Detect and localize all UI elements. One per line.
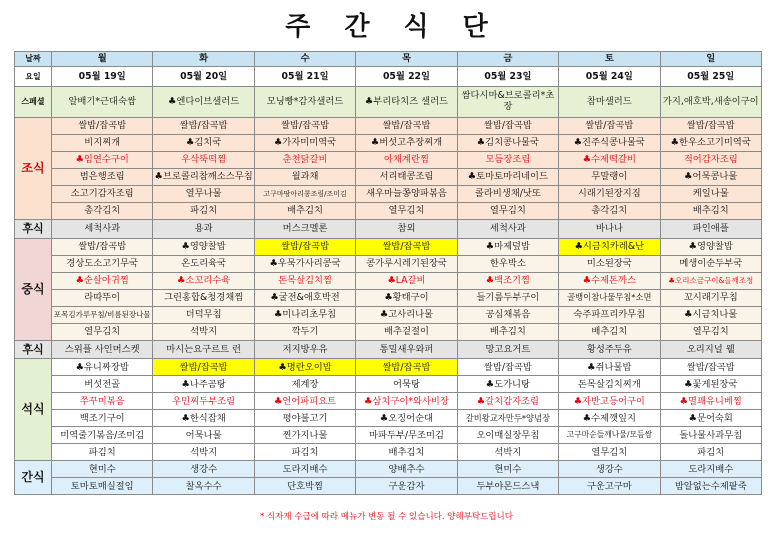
menu-item: ♣ 명란오이밥 bbox=[254, 359, 355, 376]
menu-item: ♣ 진주식콩나물국 bbox=[559, 135, 660, 152]
menu-item: ♣ 마제덮밥 bbox=[457, 238, 558, 255]
menu-item: 배추겉절이 bbox=[356, 323, 457, 340]
menu-item: 돈목살김치찌개 bbox=[559, 376, 660, 393]
menu-item: 찰옥수수 bbox=[153, 478, 254, 495]
menu-item: 찐가지나물 bbox=[254, 427, 355, 444]
menu-item: 그린홍합&청경채찜 bbox=[153, 289, 254, 306]
dessert-row bbox=[15, 340, 762, 359]
menu-item: ♣ 멸꽤유니베찜 bbox=[660, 393, 761, 410]
club-icon bbox=[384, 292, 392, 303]
menu-item: ♣ 가자미미역국 bbox=[254, 135, 355, 152]
date-cell: 05월 25일 bbox=[660, 67, 761, 87]
menu-item: 석박지 bbox=[153, 444, 254, 461]
menu-item: 가지,애호박,새송이구이 bbox=[660, 87, 761, 118]
menu-item: 마시는요구르트 런 bbox=[153, 340, 254, 359]
menu-item: 쌀밥/잡곡밥 bbox=[52, 238, 153, 255]
menu-item: 현미수 bbox=[457, 461, 558, 478]
day-wed: 수 bbox=[254, 52, 355, 67]
date-row bbox=[15, 67, 762, 87]
menu-item: ♣ 우묵가사리콩국 bbox=[254, 255, 355, 272]
menu-item: 어묵나물 bbox=[153, 427, 254, 444]
day-fri: 금 bbox=[457, 52, 558, 67]
menu-item: ♣ 어묵콩나물 bbox=[660, 169, 761, 186]
menu-item: ♣ 문어숙회 bbox=[660, 410, 761, 427]
menu-item: 마파두부/무조미김 bbox=[356, 427, 457, 444]
menu-item: 열무김치 bbox=[457, 203, 558, 220]
lunch-row bbox=[15, 238, 762, 255]
menu-item: ♣ 한우소고기미역국 bbox=[660, 135, 761, 152]
dinner-row bbox=[15, 359, 762, 376]
menu-item: 돌나물사과무침 bbox=[660, 427, 761, 444]
menu-item: 두부야몬드스낵 bbox=[457, 478, 558, 495]
club-icon bbox=[574, 396, 582, 407]
club-icon bbox=[583, 275, 591, 286]
weekly-menu-table bbox=[14, 51, 762, 495]
menu-item: ♣ 꽃게된장국 bbox=[660, 376, 761, 393]
menu-item: 황성주두유 bbox=[559, 340, 660, 359]
menu-item: ♣ 버섯고추장찌개 bbox=[356, 135, 457, 152]
menu-item: 도라지배수 bbox=[254, 461, 355, 478]
menu-item: 용과 bbox=[153, 220, 254, 239]
menu-item: 돈목살김치찜 bbox=[254, 272, 355, 289]
menu-item: 더덕무침 bbox=[153, 306, 254, 323]
menu-item: ♣ 수제돈까스 bbox=[559, 272, 660, 289]
menu-item: ♣ 도가니탕 bbox=[457, 376, 558, 393]
menu-item: 열무김치 bbox=[356, 203, 457, 220]
meal-label-dessert: 후식 bbox=[15, 220, 52, 239]
menu-item: 쌀밥/잡곡밥 bbox=[356, 359, 457, 376]
menu-item: ♣ 고사리나물 bbox=[356, 306, 457, 323]
menu-item: 배추김치 bbox=[457, 323, 558, 340]
menu-item: 깍두기 bbox=[254, 323, 355, 340]
club-icon bbox=[671, 137, 679, 148]
menu-item: ♣ 시금치카레&난 bbox=[559, 238, 660, 255]
page-title: 주간식단 bbox=[285, 12, 522, 42]
day-mon: 월 bbox=[52, 52, 153, 67]
menu-item: 양배추수 bbox=[356, 461, 457, 478]
breakfast-row bbox=[15, 135, 762, 152]
club-icon bbox=[380, 413, 388, 424]
club-icon bbox=[371, 137, 379, 148]
header-label: 날짜 bbox=[15, 52, 52, 67]
date-label: 요일 bbox=[15, 67, 52, 87]
club-icon bbox=[365, 96, 373, 107]
menu-item: ♣ 미나리초무침 bbox=[254, 306, 355, 323]
footnote: * 식자재 수급에 따라 메뉴가 변동 될 수 있습니다. 양해부탁드립니다 bbox=[260, 512, 513, 522]
menu-item: 쌈다시마&브로콜리*초장 bbox=[457, 87, 558, 118]
day-tue: 화 bbox=[153, 52, 254, 67]
menu-item: 총각김치 bbox=[52, 203, 153, 220]
date-cell: 05월 20일 bbox=[153, 67, 254, 87]
date-cell: 05월 19일 bbox=[52, 67, 153, 87]
menu-item: 구운감자 bbox=[356, 478, 457, 495]
menu-item: ♣ 순살아귀찜 bbox=[52, 272, 153, 289]
menu-item: 한우박소 bbox=[457, 255, 558, 272]
menu-item: 미역줄기볶음/조미김 bbox=[52, 427, 153, 444]
menu-item: 구운고구마 bbox=[559, 478, 660, 495]
menu-item: 적어감자조림 bbox=[660, 152, 761, 169]
breakfast-row bbox=[15, 118, 762, 135]
menu-item: 단호박찜 bbox=[254, 478, 355, 495]
menu-item: 쌀밥/잡곡밥 bbox=[52, 118, 153, 135]
menu-item: ♣ 나주곰탕 bbox=[153, 376, 254, 393]
menu-item: 소고기감자조림 bbox=[52, 186, 153, 203]
club-icon bbox=[278, 362, 286, 373]
menu-item: 석박지 bbox=[153, 323, 254, 340]
lunch-row bbox=[15, 306, 762, 323]
menu-item: 파김치 bbox=[660, 444, 761, 461]
menu-item: 고구마땅아리콩조림/조미김 bbox=[254, 186, 355, 203]
menu-item: 쌀밥/잡곡밥 bbox=[356, 118, 457, 135]
club-icon bbox=[468, 171, 476, 182]
menu-item: 서리태콩조림 bbox=[356, 169, 457, 186]
meal-label-lunch: 중식 bbox=[15, 238, 52, 340]
menu-item: 월과채 bbox=[254, 169, 355, 186]
menu-item: 오리지널 웰 bbox=[660, 340, 761, 359]
menu-item: 파김치 bbox=[52, 444, 153, 461]
menu-item: ♣ 황태구이 bbox=[356, 289, 457, 306]
menu-item: 망고요거트 bbox=[457, 340, 558, 359]
menu-item: ♣ 언어파피요트 bbox=[254, 393, 355, 410]
menu-item: ♣ 수제떡갈비 bbox=[559, 152, 660, 169]
menu-item: 바나나 bbox=[559, 220, 660, 239]
menu-item: 쌀밥/잡곡밥 bbox=[457, 359, 558, 376]
menu-item: 우민찌두부조림 bbox=[153, 393, 254, 410]
menu-item: 저지방우유 bbox=[254, 340, 355, 359]
menu-item: 쌀밥/잡곡밥 bbox=[153, 118, 254, 135]
date-cell: 05월 22일 bbox=[356, 67, 457, 87]
menu-item: ♣ 소꼬리수육 bbox=[153, 272, 254, 289]
menu-item: ♣ 수제깻잎지 bbox=[559, 410, 660, 427]
club-icon bbox=[477, 137, 485, 148]
menu-item: 생강수 bbox=[153, 461, 254, 478]
club-icon bbox=[477, 396, 485, 407]
club-icon bbox=[689, 413, 697, 424]
menu-item: 쌀밥/잡곡밥 bbox=[660, 118, 761, 135]
lunch-row bbox=[15, 289, 762, 306]
menu-item: 열무김치 bbox=[559, 444, 660, 461]
menu-item: 파김치 bbox=[254, 444, 355, 461]
menu-item: ♣ 부리타치즈 샐러드 bbox=[356, 87, 457, 118]
menu-item: ♣ 백조기찜 bbox=[457, 272, 558, 289]
menu-item: ♣ 엔다이브샐러드 bbox=[153, 87, 254, 118]
lunch-row bbox=[15, 272, 762, 289]
menu-item: 배추김치 bbox=[254, 203, 355, 220]
club-icon bbox=[270, 292, 278, 303]
club-icon bbox=[181, 379, 189, 390]
dinner-row bbox=[15, 376, 762, 393]
special-label: 스페셜 bbox=[15, 87, 52, 118]
menu-item: 밤알없는수제팥죽 bbox=[660, 478, 761, 495]
meal-label-dessert: 후식 bbox=[15, 340, 52, 359]
date-cell: 05월 24일 bbox=[559, 67, 660, 87]
menu-item: 머스크멜론 bbox=[254, 220, 355, 239]
breakfast-row bbox=[15, 152, 762, 169]
day-sat: 토 bbox=[559, 52, 660, 67]
club-icon bbox=[486, 241, 494, 252]
breakfast-row bbox=[15, 186, 762, 203]
menu-item: 숙주파프리카무침 bbox=[559, 306, 660, 323]
menu-item: 알배기*근대숙쌈 bbox=[52, 87, 153, 118]
menu-item: 콜라비생채/낫또 bbox=[457, 186, 558, 203]
menu-item: ♣ 영양찰밥 bbox=[153, 238, 254, 255]
meal-label-snack: 간식 bbox=[15, 461, 52, 495]
club-icon bbox=[574, 137, 582, 148]
menu-item: 비지찌개 bbox=[52, 135, 153, 152]
club-icon bbox=[155, 171, 163, 182]
meal-label-breakfast: 조식 bbox=[15, 118, 52, 220]
snack-row bbox=[15, 461, 762, 478]
menu-item: 총각김치 bbox=[559, 203, 660, 220]
menu-item: 쌀밥/잡곡밥 bbox=[254, 118, 355, 135]
meal-label-dinner: 석식 bbox=[15, 359, 52, 461]
menu-item: 배추김치 bbox=[660, 203, 761, 220]
menu-item: ♣ 쥐나물밥 bbox=[559, 359, 660, 376]
menu-item: 온도리육국 bbox=[153, 255, 254, 272]
menu-item: ♣ 시금치나물 bbox=[660, 306, 761, 323]
menu-item: 쌀밥/잡곡밥 bbox=[559, 118, 660, 135]
menu-item: 메생이순두부국 bbox=[660, 255, 761, 272]
day-thu: 목 bbox=[356, 52, 457, 67]
club-icon bbox=[680, 396, 688, 407]
menu-item: 석박지 bbox=[457, 444, 558, 461]
day-header-row bbox=[15, 52, 762, 67]
snack-row bbox=[15, 478, 762, 495]
menu-item: 아채계란찜 bbox=[356, 152, 457, 169]
menu-item: 열무김치 bbox=[52, 323, 153, 340]
menu-item: 시래기된장지짐 bbox=[559, 186, 660, 203]
menu-item: 배추김치 bbox=[559, 323, 660, 340]
club-icon bbox=[380, 309, 388, 320]
club-icon bbox=[583, 154, 591, 165]
menu-item: ♣ 오징어순대 bbox=[356, 410, 457, 427]
menu-item: 어묵탕 bbox=[356, 376, 457, 393]
menu-item: 케일나물 bbox=[660, 186, 761, 203]
menu-item: 쌀밥/잡곡밥 bbox=[457, 118, 558, 135]
menu-item: 열무나물 bbox=[153, 186, 254, 203]
menu-item: 새우마늘쫑양파볶음 bbox=[356, 186, 457, 203]
menu-item: 쭈꾸미볶음 bbox=[52, 393, 153, 410]
menu-item: 쌀밥/잡곡밥 bbox=[660, 359, 761, 376]
date-cell: 05월 23일 bbox=[457, 67, 558, 87]
menu-item: 제계장 bbox=[254, 376, 355, 393]
menu-item: 현미수 bbox=[52, 461, 153, 478]
menu-item: 평야불고기 bbox=[254, 410, 355, 427]
menu-item: 세척사과 bbox=[52, 220, 153, 239]
dessert-row bbox=[15, 220, 762, 239]
breakfast-row bbox=[15, 169, 762, 186]
club-icon bbox=[387, 275, 395, 286]
club-icon bbox=[583, 413, 591, 424]
club-icon bbox=[181, 413, 189, 424]
menu-item: 버섯전골 bbox=[52, 376, 153, 393]
menu-item: 우삭뚝떡찜 bbox=[153, 152, 254, 169]
menu-item: 참외 bbox=[356, 220, 457, 239]
menu-item: ♣ 김치콩나물국 bbox=[457, 135, 558, 152]
menu-item: 쌀밥/잡곡밥 bbox=[153, 359, 254, 376]
dinner-row bbox=[15, 444, 762, 461]
lunch-row bbox=[15, 323, 762, 340]
menu-item: 토마토매실절임 bbox=[52, 478, 153, 495]
menu-item: ♣ 한식잡채 bbox=[153, 410, 254, 427]
menu-item: 쌀밥/잡곡밥 bbox=[356, 238, 457, 255]
club-icon bbox=[76, 154, 84, 165]
special-row bbox=[15, 87, 762, 118]
menu-item: 세척사과 bbox=[457, 220, 558, 239]
menu-item: ♣ 굴전&애호박전 bbox=[254, 289, 355, 306]
dinner-row bbox=[15, 427, 762, 444]
menu-item: ♣ LA갈비 bbox=[356, 272, 457, 289]
menu-item: 통밀새우와퍼 bbox=[356, 340, 457, 359]
menu-item: 꼬시래기무침 bbox=[660, 289, 761, 306]
day-sun: 일 bbox=[660, 52, 761, 67]
dinner-row bbox=[15, 393, 762, 410]
menu-item: 열무김치 bbox=[660, 323, 761, 340]
menu-item: 콩가루시레기된장국 bbox=[356, 255, 457, 272]
menu-item: 미소된장국 bbox=[559, 255, 660, 272]
menu-item: 범은행조림 bbox=[52, 169, 153, 186]
menu-item: 라따뚜이 bbox=[52, 289, 153, 306]
club-icon bbox=[689, 241, 697, 252]
menu-item: 공심채볶음 bbox=[457, 306, 558, 323]
menu-item: 도라지배수 bbox=[660, 461, 761, 478]
menu-item: ♣ 임연수구이 bbox=[52, 152, 153, 169]
menu-item: 파김치 bbox=[153, 203, 254, 220]
menu-item: 백조기구이 bbox=[52, 410, 153, 427]
menu-item: ♣ 브로콜리참깨소스무침 bbox=[153, 169, 254, 186]
club-icon bbox=[269, 258, 277, 269]
dinner-row bbox=[15, 410, 762, 427]
menu-item: ♣ 갈치감자조림 bbox=[457, 393, 558, 410]
menu-item: 쌀밥/잡곡밥 bbox=[254, 238, 355, 255]
menu-item: 무말랭이 bbox=[559, 169, 660, 186]
club-icon bbox=[575, 241, 583, 252]
menu-item: ♣ 김치국 bbox=[153, 135, 254, 152]
menu-item: 파인애플 bbox=[660, 220, 761, 239]
menu-item: 들기름두부구이 bbox=[457, 289, 558, 306]
menu-item: 모듬장조림 bbox=[457, 152, 558, 169]
menu-item: 참마샐러드 bbox=[559, 87, 660, 118]
menu-item: ♣ 자반고등어구이 bbox=[559, 393, 660, 410]
club-icon bbox=[587, 362, 595, 373]
club-icon bbox=[668, 276, 675, 285]
club-icon bbox=[486, 275, 494, 286]
menu-item: 고구마순들깨나물/모듬쌈 bbox=[559, 427, 660, 444]
club-icon bbox=[181, 241, 189, 252]
menu-item: 갈비왕교자만두*양념장 bbox=[457, 410, 558, 427]
menu-item: 경상도소고기무국 bbox=[52, 255, 153, 272]
menu-item: 모닝빵*감자샐러드 bbox=[254, 87, 355, 118]
lunch-row bbox=[15, 255, 762, 272]
date-cell: 05월 21일 bbox=[254, 67, 355, 87]
club-icon bbox=[486, 379, 494, 390]
club-icon bbox=[76, 275, 84, 286]
menu-item: ♣ 삼치구이*와사비장 bbox=[356, 393, 457, 410]
menu-item: 골뱅이참나물무침*소면 bbox=[559, 289, 660, 306]
menu-item: ♣ 오리소금구이&들깨조청 bbox=[660, 272, 761, 289]
club-icon bbox=[76, 362, 84, 373]
menu-item: 포목김가루무침/비름된장나물 bbox=[52, 306, 153, 323]
menu-item: ♣ 영양찰밥 bbox=[660, 238, 761, 255]
menu-item: 오이매실장무침 bbox=[457, 427, 558, 444]
menu-item: 춘천닭갈비 bbox=[254, 152, 355, 169]
menu-item: ♣ 유니짜장밥 bbox=[52, 359, 153, 376]
menu-item: 생강수 bbox=[559, 461, 660, 478]
breakfast-row bbox=[15, 203, 762, 220]
menu-item: 배추김치 bbox=[356, 444, 457, 461]
menu-item: ♣ 토마토마리네이드 bbox=[457, 169, 558, 186]
menu-item: 스위플 사인머스켓 bbox=[52, 340, 153, 359]
